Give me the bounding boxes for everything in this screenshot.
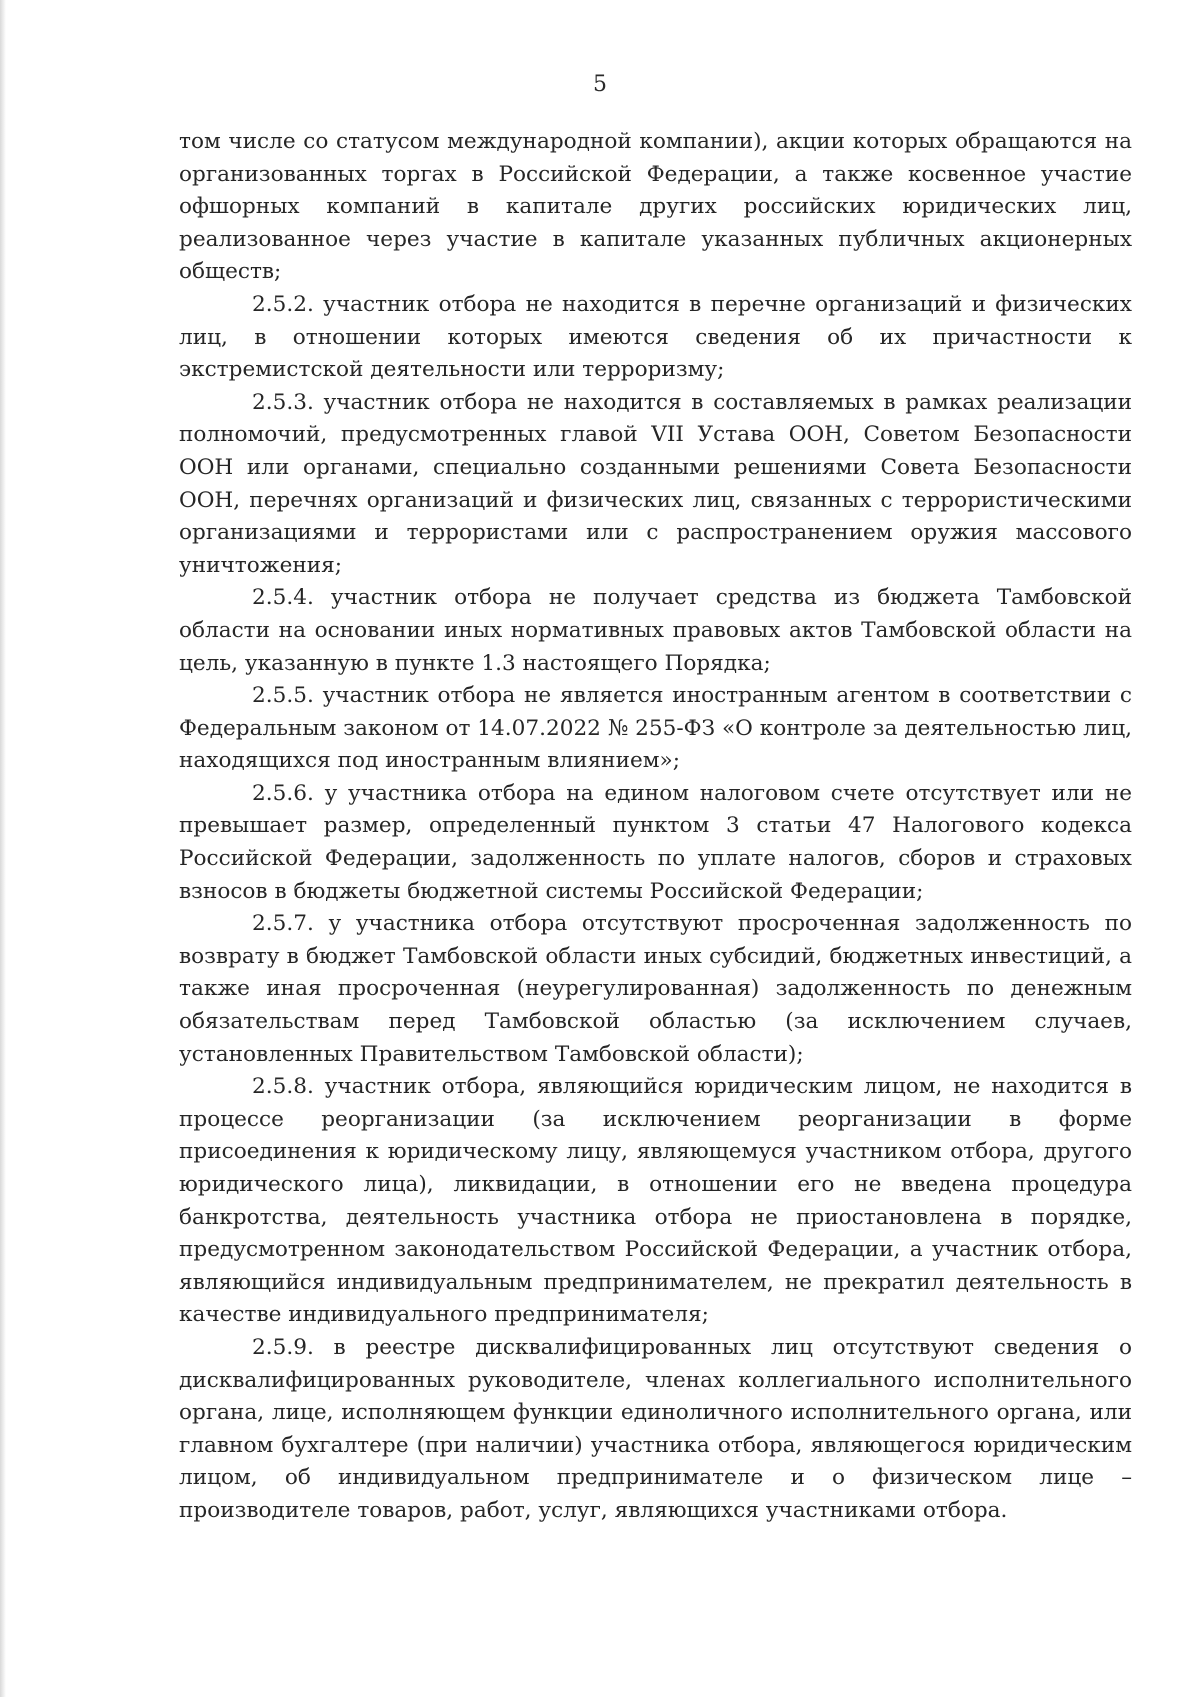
paragraph-2-5-5: 2.5.5. участник отбора не является иностранным агентом в соответствии с Федеральным законом от 14.07.2022 № 255-ФЗ «О контроле за деятельностью лиц, находящихся под иностранным влиянием»; [179, 683, 1132, 774]
paragraph-2-5-9: 2.5.9. в реестре дисквалифицированных лиц отсутствуют сведения о дисквалифицированных руководителе, членах коллегиального исполнительного органа, лице, исполняющем функции единоличного исполнительного органа, или главном бухгалтере (при наличии) участника отбора, являющегося юридическим лицом, об индивидуальном предпринимателе и о физическом лице – производителе товаров, работ, услуг, являющихся участниками отбора. [179, 1334, 1132, 1523]
page-number: 5 [593, 72, 607, 97]
paragraph-2-5-3: 2.5.3. участник отбора не находится в составляемых в рамках реализации полномочий, предусмотренных главой VII Устава ООН, Советом Безопасности ООН или органами, специально созданными решениями Совета Безопасности ООН, перечнях организаций и физических лиц, связанных с террористическими организациями и террористами или с распространением оружия массового уничтожения; [179, 389, 1132, 578]
scan-edge-shadow [0, 0, 6, 1697]
paragraph-2-5-2: 2.5.2. участник отбора не находится в перечне организаций и физических лиц, в отношении которых имеются сведения об их причастности к экстремистской деятельности или терроризму; [179, 291, 1132, 383]
paragraph-2-5-8: 2.5.8. участник отбора, являющийся юридическим лицом, не находится в процессе реорганизации (за исключением реорганизации в форме присоединения к юридическому лицу, являющемуся участником отбора, другого юридического лица), ликвидации, в отношении его не введена процедура банкротства, деятельность участника отбора не приостановлена в порядке, предусмотренном законодательством Российской Федерации, а участник отбора, являющийся индивидуальным предпринимателем, не прекратил деятельность в качестве индивидуального предпринимателя; [179, 1074, 1132, 1328]
paragraph-2-5-6: 2.5.6. у участника отбора на едином налоговом счете отсутствует или не превышает размер, определенный пунктом 3 статьи 47 Налогового кодекса Российской Федерации, задолженность по уплате налогов, сборов и страховых взносов в бюджеты бюджетной системы Российской Федерации; [179, 780, 1132, 904]
document-body [179, 126, 1132, 1528]
paragraph-2-5-4: 2.5.4. участник отбора не получает средства из бюджета Тамбовской области на основании иных нормативных правовых актов Тамбовской области на цель, указанную в пункте 1.3 настоящего Порядка; [179, 585, 1132, 676]
paragraph-continuation: том числе со статусом международной компании), акции которых обращаются на организованных торгах в Российской Федерации, а также косвенное участие офшорных компаний в капитале других российских юридических лиц, реализованное через участие в капитале указанных публичных акционерных обществ; [179, 129, 1132, 285]
paragraph-2-5-7: 2.5.7. у участника отбора отсутствуют просроченная задолженность по возврату в бюджет Тамбовской области иных субсидий, бюджетных инвестиций, а также иная просроченная (неурегулированная) задолженность по денежным обязательствам перед Тамбовской областью (за исключением случаев, установленных Правительством Тамбовской области); [179, 911, 1132, 1067]
